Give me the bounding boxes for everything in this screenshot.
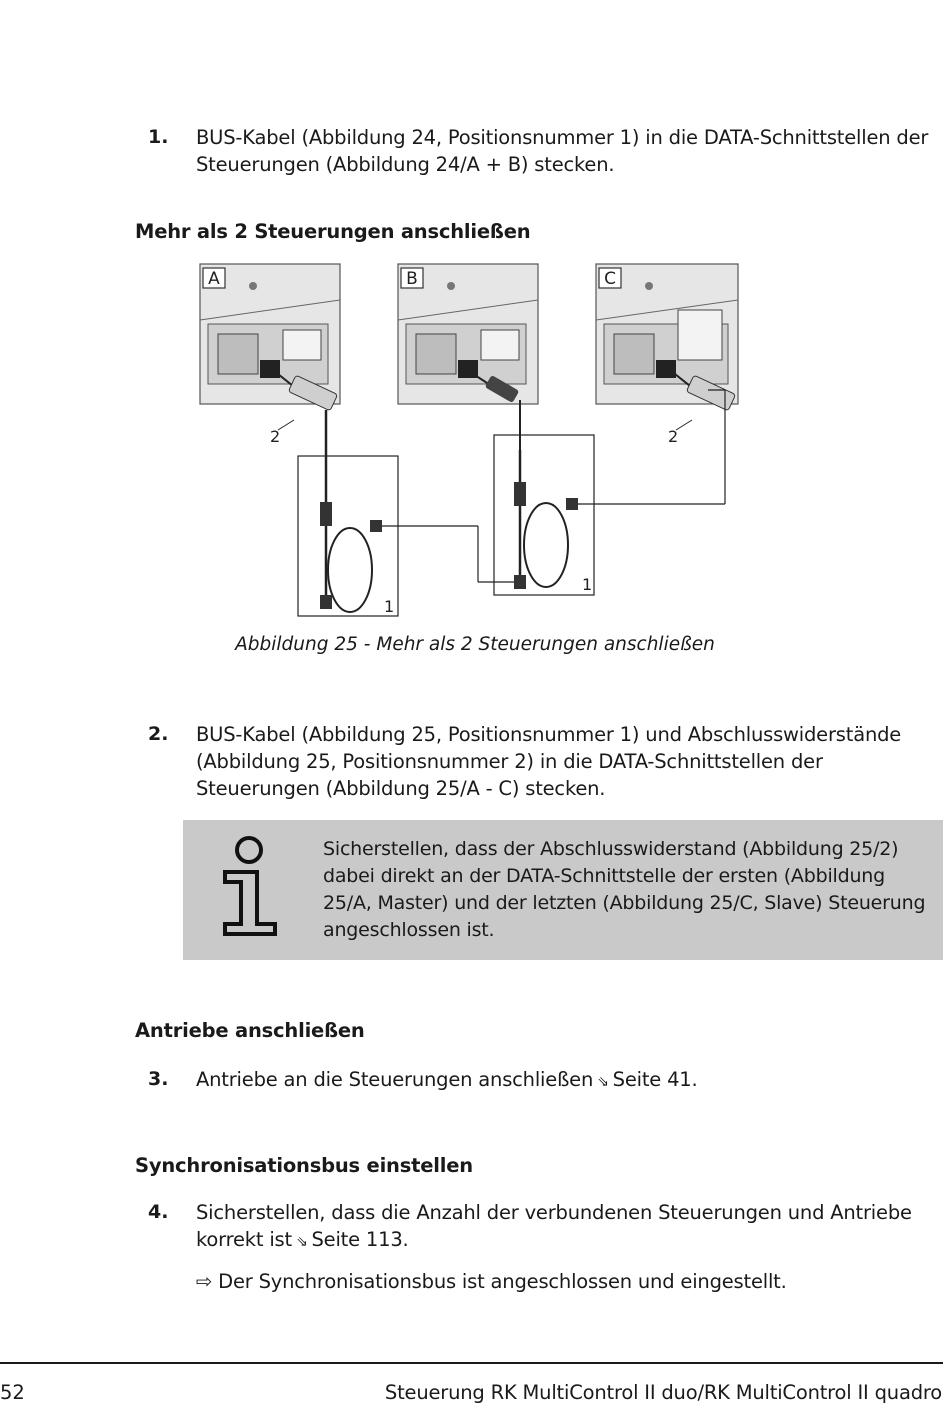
result-line (196, 1268, 787, 1295)
label-a: A (208, 269, 220, 289)
controller-a-image (200, 264, 340, 404)
step-number: 2. (148, 723, 169, 745)
result-text: Der Synchronisationsbus ist angeschlossen und eingestellt. (218, 1270, 787, 1293)
section-heading: Mehr als 2 Steuerungen anschließen (135, 220, 531, 243)
page-number: 52 (0, 1381, 25, 1404)
document-title: Steuerung RK MultiControl II duo/RK MultiControl II quadro (384, 1381, 942, 1404)
cross-reference-icon: ⇘ (295, 1234, 308, 1250)
step-number: 4. (148, 1201, 169, 1223)
label-c: C (604, 269, 616, 289)
cross-reference-icon: ⇘ (597, 1074, 609, 1090)
section-heading: Antriebe anschließen (135, 1019, 365, 1042)
step-text: Antriebe an die Steuerungen anschließen (196, 1068, 594, 1091)
figure-controllers-wiring (198, 260, 743, 622)
info-box (183, 820, 943, 960)
footer-divider (0, 1362, 943, 1364)
info-icon (219, 834, 279, 940)
item-1-label-b: 1 (582, 575, 593, 594)
bus-cable-1 (298, 410, 516, 616)
step-text: BUS-Kabel (Abbildung 25, Positionsnummer 1) und Abschlusswiderstände (Abbildung 25, Positionsnummer 2) in die DATA-Schnittstellen der Steuerungen (Abbildung 25/A - C) stecken. (196, 723, 902, 800)
controller-b-image (398, 264, 538, 404)
step-text: Sicherstellen, dass die Anzahl der verbundenen Steuerungen und Antriebe korrekt ist (196, 1201, 912, 1251)
page-reference-link[interactable]: Seite 113. (311, 1228, 409, 1251)
section-heading: Synchronisationsbus einstellen (135, 1154, 473, 1177)
info-text: Sicherstellen, dass der Abschlusswiderstand (Abbildung 25/2) dabei direkt an der DATA-Schnittstelle der ersten (Abbildung 25/A, Master) und der letzten (Abbildung 25/C, Slave) Steuerung angeschlossen ist. (323, 838, 926, 941)
controller-c-image (596, 264, 738, 404)
figure-caption: Abbildung 25 - Mehr als 2 Steuerungen anschließen (235, 634, 715, 655)
step-number: 1. (148, 126, 169, 148)
result-arrow-icon: ⇨ (196, 1270, 213, 1293)
item-2-label-a: 2 (270, 427, 281, 446)
item-2-label-c: 2 (668, 427, 679, 446)
step-text: BUS-Kabel (Abbildung 24, Positionsnummer 1) in die DATA-Schnittstellen der Steuerungen (Abbildung 24/A + B) stecken. (196, 126, 929, 176)
step-number: 3. (148, 1068, 169, 1090)
label-b: B (406, 269, 418, 289)
page-reference-link[interactable]: Seite 41. (612, 1068, 698, 1091)
item-1-label-a: 1 (384, 597, 395, 616)
